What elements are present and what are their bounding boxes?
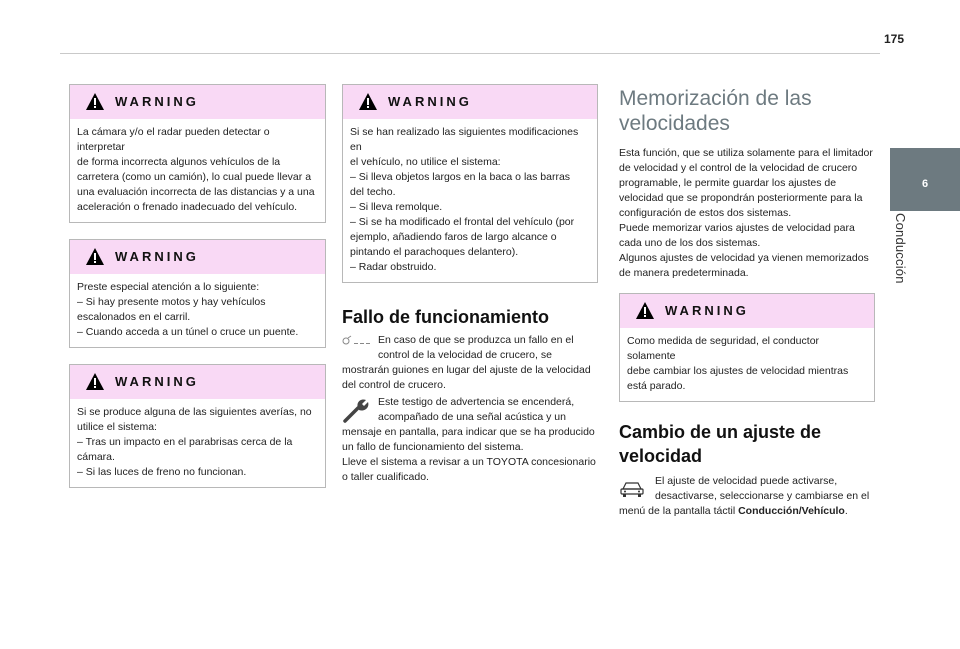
text-line: de manera predeterminada. — [619, 267, 749, 279]
warning-triangle-icon — [635, 301, 655, 320]
text-line: debe cambiar los ajustes de velocidad mientras — [627, 365, 849, 377]
malfunction-item-warning-light — [342, 395, 598, 485]
text-line: ejemplo, añadiendo faros de largo alcance o — [350, 231, 557, 243]
text-line: de velocidad y el control de la velocidad de crucero — [619, 162, 858, 174]
text-line: acompañado de una señal acústica y un — [378, 411, 566, 423]
text-line: un fallo de funcionamiento del sistema. — [342, 441, 524, 453]
chapter-number: 6 — [921, 178, 929, 190]
text-line: Si se produce alguna de las siguientes averías, no — [77, 406, 312, 418]
text-line: – Si se ha modificado el frontal del vehículo (por — [350, 216, 575, 228]
text-line: aceleración o frenado inadecuado del vehículo. — [77, 201, 298, 213]
text-line: – Si las luces de freno no funcionan. — [77, 466, 247, 478]
chapter-tab — [890, 148, 960, 211]
text-line: del control de crucero. — [342, 379, 446, 391]
text-line: Este testigo de advertencia se encenderá, — [378, 396, 575, 408]
text-line — [619, 504, 875, 519]
column-2 — [342, 84, 598, 485]
text-line: cámara. — [77, 451, 115, 463]
chapter-label: Conducción — [893, 213, 908, 284]
text-line: utilice el sistema: — [77, 421, 157, 433]
chapter-label-wrap — [891, 213, 913, 313]
text-line: Algunos ajustes de velocidad ya vienen memorizados — [619, 252, 869, 264]
text-line: En caso de que se produzca un fallo en el — [378, 334, 574, 346]
text-line: está parado. — [627, 380, 686, 392]
text-fragment: . — [844, 505, 848, 517]
warning-title: WARNING — [388, 94, 472, 109]
text-line: – Si lleva remolque. — [350, 201, 443, 213]
text-line: Como medida de seguridad, el conductor solamente — [627, 335, 820, 362]
text-line: Si se han realizado las siguientes modificaciones en — [350, 126, 579, 153]
warning-triangle-icon — [358, 92, 378, 111]
warning-header — [70, 365, 325, 399]
section-title-malfunction: Fallo de funcionamiento — [342, 307, 550, 327]
text-line: La cámara y/o el radar pueden detectar o interpretar — [77, 126, 270, 153]
text-line: o taller cualificado. — [342, 471, 429, 483]
warning-box-modifications — [342, 84, 598, 283]
text-line: el vehículo, no utilice el sistema: — [350, 156, 501, 168]
text-line: – Si lleva objetos largos en la baca o las barras — [350, 171, 571, 183]
warning-box-faults — [69, 364, 326, 488]
warning-triangle-icon — [85, 92, 105, 111]
title-line: Cambio de un ajuste de — [619, 422, 822, 442]
title-line: velocidad — [619, 446, 703, 466]
warning-body — [343, 119, 597, 282]
text-line: carretera (como un camión), lo cual puede llevar a — [77, 171, 312, 183]
text-line: – Si hay presente motos y hay vehículos — [77, 296, 266, 308]
wrench-warning-icon — [342, 397, 372, 423]
title-line: Memorización de las — [619, 87, 812, 110]
warning-header — [620, 294, 874, 328]
text-line: – Radar obstruido. — [350, 261, 437, 273]
text-line: Esta función, que se utiliza solamente para el limitador — [619, 147, 873, 159]
warning-box-attention — [69, 239, 326, 348]
section-title-change-speed — [619, 420, 875, 468]
warning-title: WARNING — [115, 374, 199, 389]
section-title-memorization — [619, 86, 875, 136]
car-settings-icon — [619, 477, 647, 499]
text-line: de forma incorrecta algunos vehículos de la — [77, 156, 281, 168]
warning-header — [70, 85, 325, 119]
warning-header — [343, 85, 597, 119]
text-line: velocidad que se propondrán posteriormente para la — [619, 192, 863, 204]
text-line: una evaluación incorrecta de las distancias y a una — [77, 186, 315, 198]
warning-body — [70, 274, 325, 347]
warning-header — [70, 240, 325, 274]
text-line: El ajuste de velocidad puede activarse, — [655, 475, 838, 487]
text-line: desactivarse, seleccionarse y cambiarse en el — [655, 490, 870, 502]
warning-title: WARNING — [115, 94, 199, 109]
header-rule — [60, 53, 880, 54]
title-line: velocidades — [619, 112, 730, 135]
warning-body — [620, 328, 874, 401]
text-line: Lleve el sistema a revisar a un TOYOTA concesionario — [342, 456, 596, 468]
warning-triangle-icon — [85, 372, 105, 391]
menu-path: Conducción/Vehículo — [738, 505, 845, 517]
warning-body — [70, 399, 325, 487]
warning-title: WARNING — [115, 249, 199, 264]
text-line: pintando el parachoques delantero). — [350, 246, 519, 258]
column-1 — [69, 84, 326, 504]
text-line: programable, le permite guardar los ajustes de — [619, 177, 837, 189]
warning-box-camera — [69, 84, 326, 223]
intro-paragraph — [619, 146, 875, 281]
text-fragment: menú de la pantalla táctil — [619, 505, 739, 517]
text-line: escalonados en el carril. — [77, 311, 191, 323]
text-line: Preste especial atención a lo siguiente: — [77, 281, 260, 293]
text-line: cada uno de los dos sistemas. — [619, 237, 761, 249]
text-line: mostrarán guiones en lugar del ajuste de la velocidad — [342, 364, 591, 376]
change-speed-item — [619, 474, 875, 519]
warning-body — [70, 119, 325, 222]
warning-triangle-icon — [85, 247, 105, 266]
text-line: control de la velocidad de crucero, se — [378, 349, 552, 361]
text-line: Puede memorizar varios ajustes de velocidad para — [619, 222, 855, 234]
column-3 — [619, 86, 875, 519]
cruise-speed-dashes-icon — [342, 334, 374, 348]
warning-title: WARNING — [665, 303, 749, 318]
text-line: – Cuando acceda a un túnel o cruce un puente. — [77, 326, 299, 338]
text-line: – Tras un impacto en el parabrisas cerca de la — [77, 436, 293, 448]
warning-box-safety — [619, 293, 875, 402]
text-line: configuración de estos dos sistemas. — [619, 207, 792, 219]
page-number: 175 — [884, 32, 905, 46]
text-line: del techo. — [350, 186, 396, 198]
text-line: mensaje en pantalla, para indicar que se ha producido — [342, 426, 595, 438]
malfunction-item-dashes — [342, 333, 598, 393]
